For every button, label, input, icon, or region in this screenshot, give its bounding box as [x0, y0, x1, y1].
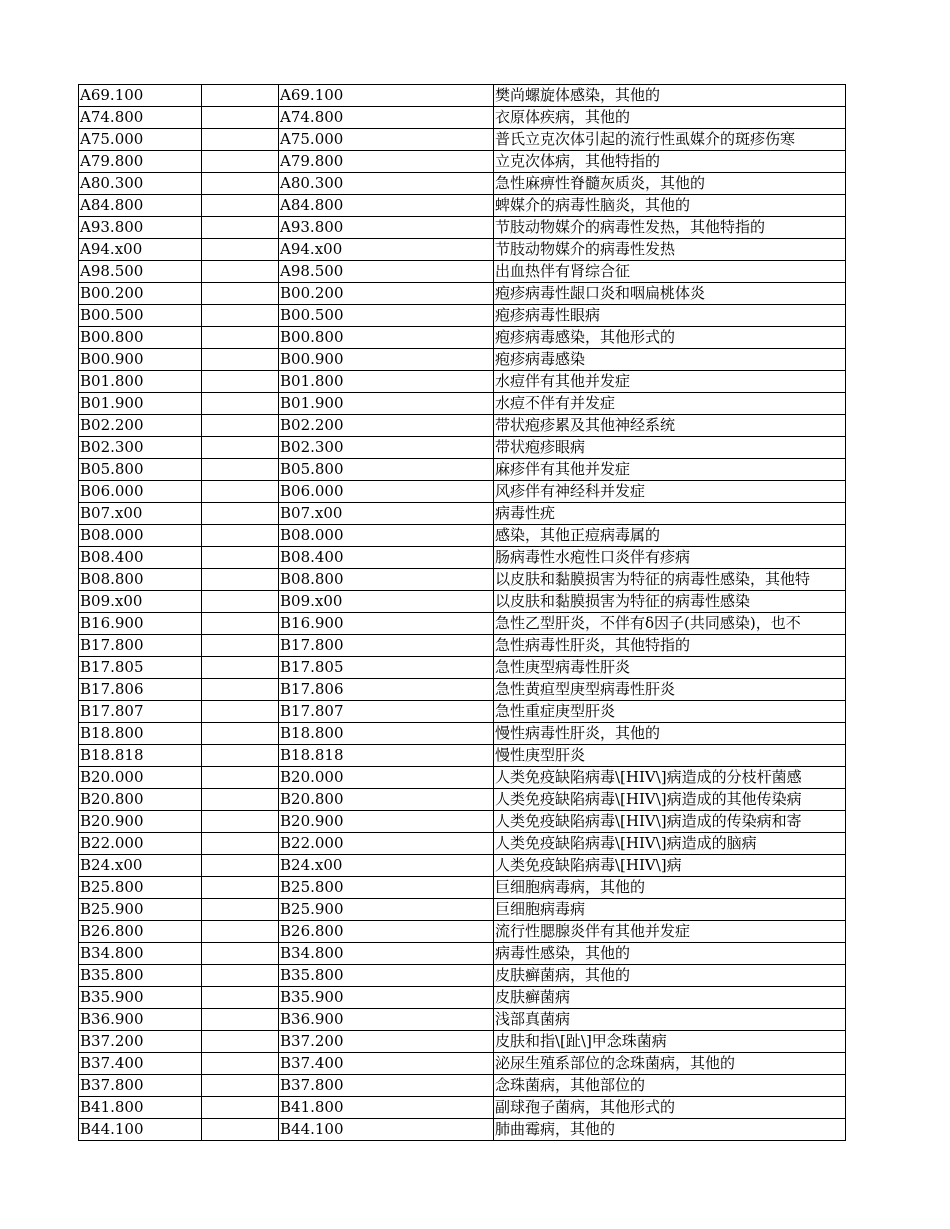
table-row	[79, 591, 846, 613]
code-copy-cell: B02.300	[279, 437, 494, 459]
table-row	[79, 349, 846, 371]
code-copy-cell: B24.x00	[279, 855, 494, 877]
code-copy-cell: B35.900	[279, 987, 494, 1009]
table-row	[79, 85, 846, 107]
table-row	[79, 217, 846, 239]
table-row	[79, 635, 846, 657]
table-row	[79, 701, 846, 723]
blank-cell	[202, 217, 279, 239]
blank-cell	[202, 569, 279, 591]
table-row	[79, 261, 846, 283]
table-row	[79, 811, 846, 833]
blank-cell	[202, 679, 279, 701]
disease-name-cell: 急性乙型肝炎，不伴有δ因子(共同感染)，也不	[494, 613, 846, 635]
code-copy-cell: B18.800	[279, 723, 494, 745]
table-row	[79, 1097, 846, 1119]
disease-name-cell: 急性重症庚型肝炎	[494, 701, 846, 723]
disease-name-cell: 感染，其他正痘病毒属的	[494, 525, 846, 547]
table-row	[79, 899, 846, 921]
blank-cell	[202, 1075, 279, 1097]
code-cell: B02.200	[79, 415, 202, 437]
blank-cell	[202, 833, 279, 855]
code-cell: B09.x00	[79, 591, 202, 613]
table-row	[79, 833, 846, 855]
code-cell: A74.800	[79, 107, 202, 129]
blank-cell	[202, 921, 279, 943]
table-row	[79, 239, 846, 261]
code-cell: B00.500	[79, 305, 202, 327]
code-copy-cell: B25.800	[279, 877, 494, 899]
code-copy-cell: B01.800	[279, 371, 494, 393]
code-copy-cell: B05.800	[279, 459, 494, 481]
table-row	[79, 151, 846, 173]
code-copy-cell: B09.x00	[279, 591, 494, 613]
code-copy-cell: B44.100	[279, 1119, 494, 1141]
code-copy-cell: B08.400	[279, 547, 494, 569]
code-cell: B17.807	[79, 701, 202, 723]
code-cell: A94.x00	[79, 239, 202, 261]
code-cell: B34.800	[79, 943, 202, 965]
code-copy-cell: B00.200	[279, 283, 494, 305]
disease-name-cell: 念珠菌病，其他部位的	[494, 1075, 846, 1097]
table-row	[79, 1053, 846, 1075]
disease-name-cell: 风疹伴有神经科并发症	[494, 481, 846, 503]
code-copy-cell: B00.900	[279, 349, 494, 371]
code-copy-cell: B00.800	[279, 327, 494, 349]
code-copy-cell: A79.800	[279, 151, 494, 173]
code-cell: B18.800	[79, 723, 202, 745]
table-row	[79, 547, 846, 569]
blank-cell	[202, 811, 279, 833]
code-copy-cell: B06.000	[279, 481, 494, 503]
code-copy-cell: B08.000	[279, 525, 494, 547]
blank-cell	[202, 701, 279, 723]
disease-name-cell: 浅部真菌病	[494, 1009, 846, 1031]
code-cell: B35.900	[79, 987, 202, 1009]
table-row	[79, 327, 846, 349]
disease-name-cell: 皮肤癣菌病	[494, 987, 846, 1009]
disease-name-cell: 人类免疫缺陷病毒\[HIV\]病造成的传染病和寄	[494, 811, 846, 833]
code-cell: B44.100	[79, 1119, 202, 1141]
table-row	[79, 987, 846, 1009]
table-row	[79, 503, 846, 525]
table-row	[79, 855, 846, 877]
code-copy-cell: B37.800	[279, 1075, 494, 1097]
code-cell: B37.400	[79, 1053, 202, 1075]
blank-cell	[202, 305, 279, 327]
code-cell: B00.800	[79, 327, 202, 349]
disease-name-cell: 普氏立克次体引起的流行性虱媒介的斑疹伤寒	[494, 129, 846, 151]
code-copy-cell: B25.900	[279, 899, 494, 921]
code-cell: B17.806	[79, 679, 202, 701]
code-copy-cell: B17.800	[279, 635, 494, 657]
disease-name-cell: 以皮肤和黏膜损害为特征的病毒性感染	[494, 591, 846, 613]
table-row	[79, 393, 846, 415]
disease-name-cell: 人类免疫缺陷病毒\[HIV\]病	[494, 855, 846, 877]
blank-cell	[202, 1031, 279, 1053]
blank-cell	[202, 525, 279, 547]
table-row	[79, 789, 846, 811]
code-cell: B08.800	[79, 569, 202, 591]
code-cell: B41.800	[79, 1097, 202, 1119]
code-copy-cell: B37.200	[279, 1031, 494, 1053]
code-copy-cell: B35.800	[279, 965, 494, 987]
disease-name-cell: 疱疹病毒感染，其他形式的	[494, 327, 846, 349]
table-row	[79, 1031, 846, 1053]
table-row	[79, 481, 846, 503]
table-row	[79, 1009, 846, 1031]
disease-name-cell: 急性庚型病毒性肝炎	[494, 657, 846, 679]
table-row	[79, 415, 846, 437]
table-row	[79, 657, 846, 679]
table-row	[79, 767, 846, 789]
code-copy-cell: A74.800	[279, 107, 494, 129]
disease-name-cell: 蜱媒介的病毒性脑炎，其他的	[494, 195, 846, 217]
blank-cell	[202, 1097, 279, 1119]
code-cell: B17.805	[79, 657, 202, 679]
code-cell: B18.818	[79, 745, 202, 767]
disease-name-cell: 病毒性感染，其他的	[494, 943, 846, 965]
blank-cell	[202, 195, 279, 217]
code-copy-cell: B08.800	[279, 569, 494, 591]
disease-name-cell: 泌尿生殖系部位的念珠菌病，其他的	[494, 1053, 846, 1075]
table-row	[79, 371, 846, 393]
disease-name-cell: 皮肤和指\[趾\]甲念珠菌病	[494, 1031, 846, 1053]
blank-cell	[202, 1053, 279, 1075]
code-copy-cell: B00.500	[279, 305, 494, 327]
code-cell: A69.100	[79, 85, 202, 107]
disease-name-cell: 衣原体疾病，其他的	[494, 107, 846, 129]
blank-cell	[202, 899, 279, 921]
code-cell: B07.x00	[79, 503, 202, 525]
disease-name-cell: 急性麻痹性脊髓灰质炎，其他的	[494, 173, 846, 195]
disease-name-cell: 疱疹病毒性眼病	[494, 305, 846, 327]
disease-name-cell: 立克次体病，其他特指的	[494, 151, 846, 173]
disease-name-cell: 节肢动物媒介的病毒性发热	[494, 239, 846, 261]
code-cell: B17.800	[79, 635, 202, 657]
code-copy-cell: B18.818	[279, 745, 494, 767]
disease-name-cell: 皮肤癣菌病，其他的	[494, 965, 846, 987]
code-cell: B35.800	[79, 965, 202, 987]
disease-name-cell: 人类免疫缺陷病毒\[HIV\]病造成的其他传染病	[494, 789, 846, 811]
blank-cell	[202, 547, 279, 569]
code-copy-cell: B16.900	[279, 613, 494, 635]
code-cell: B02.300	[79, 437, 202, 459]
blank-cell	[202, 1009, 279, 1031]
disease-name-cell: 流行性腮腺炎伴有其他并发症	[494, 921, 846, 943]
blank-cell	[202, 261, 279, 283]
blank-cell	[202, 1119, 279, 1141]
code-copy-cell: B34.800	[279, 943, 494, 965]
disease-name-cell: 以皮肤和黏膜损害为特征的病毒性感染，其他特	[494, 569, 846, 591]
code-cell: A75.000	[79, 129, 202, 151]
disease-name-cell: 麻疹伴有其他并发症	[494, 459, 846, 481]
blank-cell	[202, 85, 279, 107]
code-cell: B01.900	[79, 393, 202, 415]
disease-name-cell: 巨细胞病毒病，其他的	[494, 877, 846, 899]
disease-name-cell: 带状疱疹累及其他神经系统	[494, 415, 846, 437]
disease-name-cell: 急性黄疸型庚型病毒性肝炎	[494, 679, 846, 701]
code-copy-cell: A80.300	[279, 173, 494, 195]
code-copy-cell: B17.806	[279, 679, 494, 701]
code-cell: B25.800	[79, 877, 202, 899]
code-cell: B37.200	[79, 1031, 202, 1053]
blank-cell	[202, 283, 279, 305]
table-row	[79, 1075, 846, 1097]
disease-name-cell: 病毒性疣	[494, 503, 846, 525]
code-cell: B20.000	[79, 767, 202, 789]
table-row	[79, 569, 846, 591]
table-row	[79, 305, 846, 327]
table-row	[79, 745, 846, 767]
blank-cell	[202, 965, 279, 987]
blank-cell	[202, 503, 279, 525]
table-row	[79, 877, 846, 899]
blank-cell	[202, 151, 279, 173]
disease-name-cell: 慢性庚型肝炎	[494, 745, 846, 767]
table-row	[79, 437, 846, 459]
table-row	[79, 679, 846, 701]
blank-cell	[202, 635, 279, 657]
blank-cell	[202, 371, 279, 393]
blank-cell	[202, 481, 279, 503]
table-row	[79, 107, 846, 129]
code-copy-cell: B20.800	[279, 789, 494, 811]
disease-name-cell: 肠病毒性水疱性口炎伴有疹病	[494, 547, 846, 569]
disease-name-cell: 人类免疫缺陷病毒\[HIV\]病造成的分枝杆菌感	[494, 767, 846, 789]
code-copy-cell: B37.400	[279, 1053, 494, 1075]
code-copy-cell: A69.100	[279, 85, 494, 107]
code-copy-cell: A94.x00	[279, 239, 494, 261]
blank-cell	[202, 723, 279, 745]
disease-name-cell: 副球孢子菌病，其他形式的	[494, 1097, 846, 1119]
disease-name-cell: 急性病毒性肝炎，其他特指的	[494, 635, 846, 657]
disease-name-cell: 水痘伴有其他并发症	[494, 371, 846, 393]
code-copy-cell: B20.900	[279, 811, 494, 833]
disease-name-cell: 疱疹病毒感染	[494, 349, 846, 371]
disease-name-cell: 疱疹病毒性龈口炎和咽扁桃体炎	[494, 283, 846, 305]
table-row	[79, 459, 846, 481]
code-cell: A84.800	[79, 195, 202, 217]
blank-cell	[202, 613, 279, 635]
blank-cell	[202, 437, 279, 459]
blank-cell	[202, 657, 279, 679]
blank-cell	[202, 415, 279, 437]
table-row	[79, 283, 846, 305]
blank-cell	[202, 239, 279, 261]
code-cell: B25.900	[79, 899, 202, 921]
code-copy-cell: B07.x00	[279, 503, 494, 525]
blank-cell	[202, 591, 279, 613]
code-copy-cell: B01.900	[279, 393, 494, 415]
code-copy-cell: A98.500	[279, 261, 494, 283]
code-cell: A93.800	[79, 217, 202, 239]
table-row	[79, 723, 846, 745]
code-cell: B20.900	[79, 811, 202, 833]
code-copy-cell: A75.000	[279, 129, 494, 151]
table-row	[79, 173, 846, 195]
table-row	[79, 921, 846, 943]
table-row	[79, 525, 846, 547]
code-cell: B00.900	[79, 349, 202, 371]
code-table-body	[79, 85, 846, 1141]
blank-cell	[202, 987, 279, 1009]
blank-cell	[202, 877, 279, 899]
code-cell: B00.200	[79, 283, 202, 305]
code-copy-cell: B41.800	[279, 1097, 494, 1119]
table-row	[79, 943, 846, 965]
code-cell: A98.500	[79, 261, 202, 283]
table-row	[79, 129, 846, 151]
code-cell: A79.800	[79, 151, 202, 173]
code-copy-cell: B02.200	[279, 415, 494, 437]
disease-name-cell: 樊尚螺旋体感染，其他的	[494, 85, 846, 107]
code-cell: B20.800	[79, 789, 202, 811]
disease-name-cell: 慢性病毒性肝炎，其他的	[494, 723, 846, 745]
blank-cell	[202, 943, 279, 965]
blank-cell	[202, 173, 279, 195]
code-copy-cell: A93.800	[279, 217, 494, 239]
disease-name-cell: 肺曲霉病，其他的	[494, 1119, 846, 1141]
code-cell: B05.800	[79, 459, 202, 481]
blank-cell	[202, 745, 279, 767]
code-copy-cell: B36.900	[279, 1009, 494, 1031]
blank-cell	[202, 855, 279, 877]
disease-name-cell: 带状疱疹眼病	[494, 437, 846, 459]
code-cell: B22.000	[79, 833, 202, 855]
disease-name-cell: 出血热伴有肾综合征	[494, 261, 846, 283]
disease-name-cell: 巨细胞病毒病	[494, 899, 846, 921]
code-cell: B37.800	[79, 1075, 202, 1097]
code-cell: A80.300	[79, 173, 202, 195]
code-copy-cell: A84.800	[279, 195, 494, 217]
blank-cell	[202, 327, 279, 349]
blank-cell	[202, 129, 279, 151]
table-row	[79, 965, 846, 987]
disease-name-cell: 水痘不伴有并发症	[494, 393, 846, 415]
code-copy-cell: B20.000	[279, 767, 494, 789]
code-cell: B16.900	[79, 613, 202, 635]
code-table	[78, 84, 846, 1141]
disease-name-cell: 节肢动物媒介的病毒性发热，其他特指的	[494, 217, 846, 239]
code-cell: B26.800	[79, 921, 202, 943]
code-cell: B06.000	[79, 481, 202, 503]
code-cell: B08.000	[79, 525, 202, 547]
table-row	[79, 1119, 846, 1141]
code-cell: B24.x00	[79, 855, 202, 877]
code-cell: B36.900	[79, 1009, 202, 1031]
code-cell: B08.400	[79, 547, 202, 569]
blank-cell	[202, 767, 279, 789]
blank-cell	[202, 349, 279, 371]
blank-cell	[202, 459, 279, 481]
blank-cell	[202, 789, 279, 811]
blank-cell	[202, 393, 279, 415]
code-copy-cell: B22.000	[279, 833, 494, 855]
code-copy-cell: B17.805	[279, 657, 494, 679]
table-row	[79, 195, 846, 217]
table-row	[79, 613, 846, 635]
code-copy-cell: B26.800	[279, 921, 494, 943]
disease-name-cell: 人类免疫缺陷病毒\[HIV\]病造成的脑病	[494, 833, 846, 855]
code-copy-cell: B17.807	[279, 701, 494, 723]
code-cell: B01.800	[79, 371, 202, 393]
blank-cell	[202, 107, 279, 129]
